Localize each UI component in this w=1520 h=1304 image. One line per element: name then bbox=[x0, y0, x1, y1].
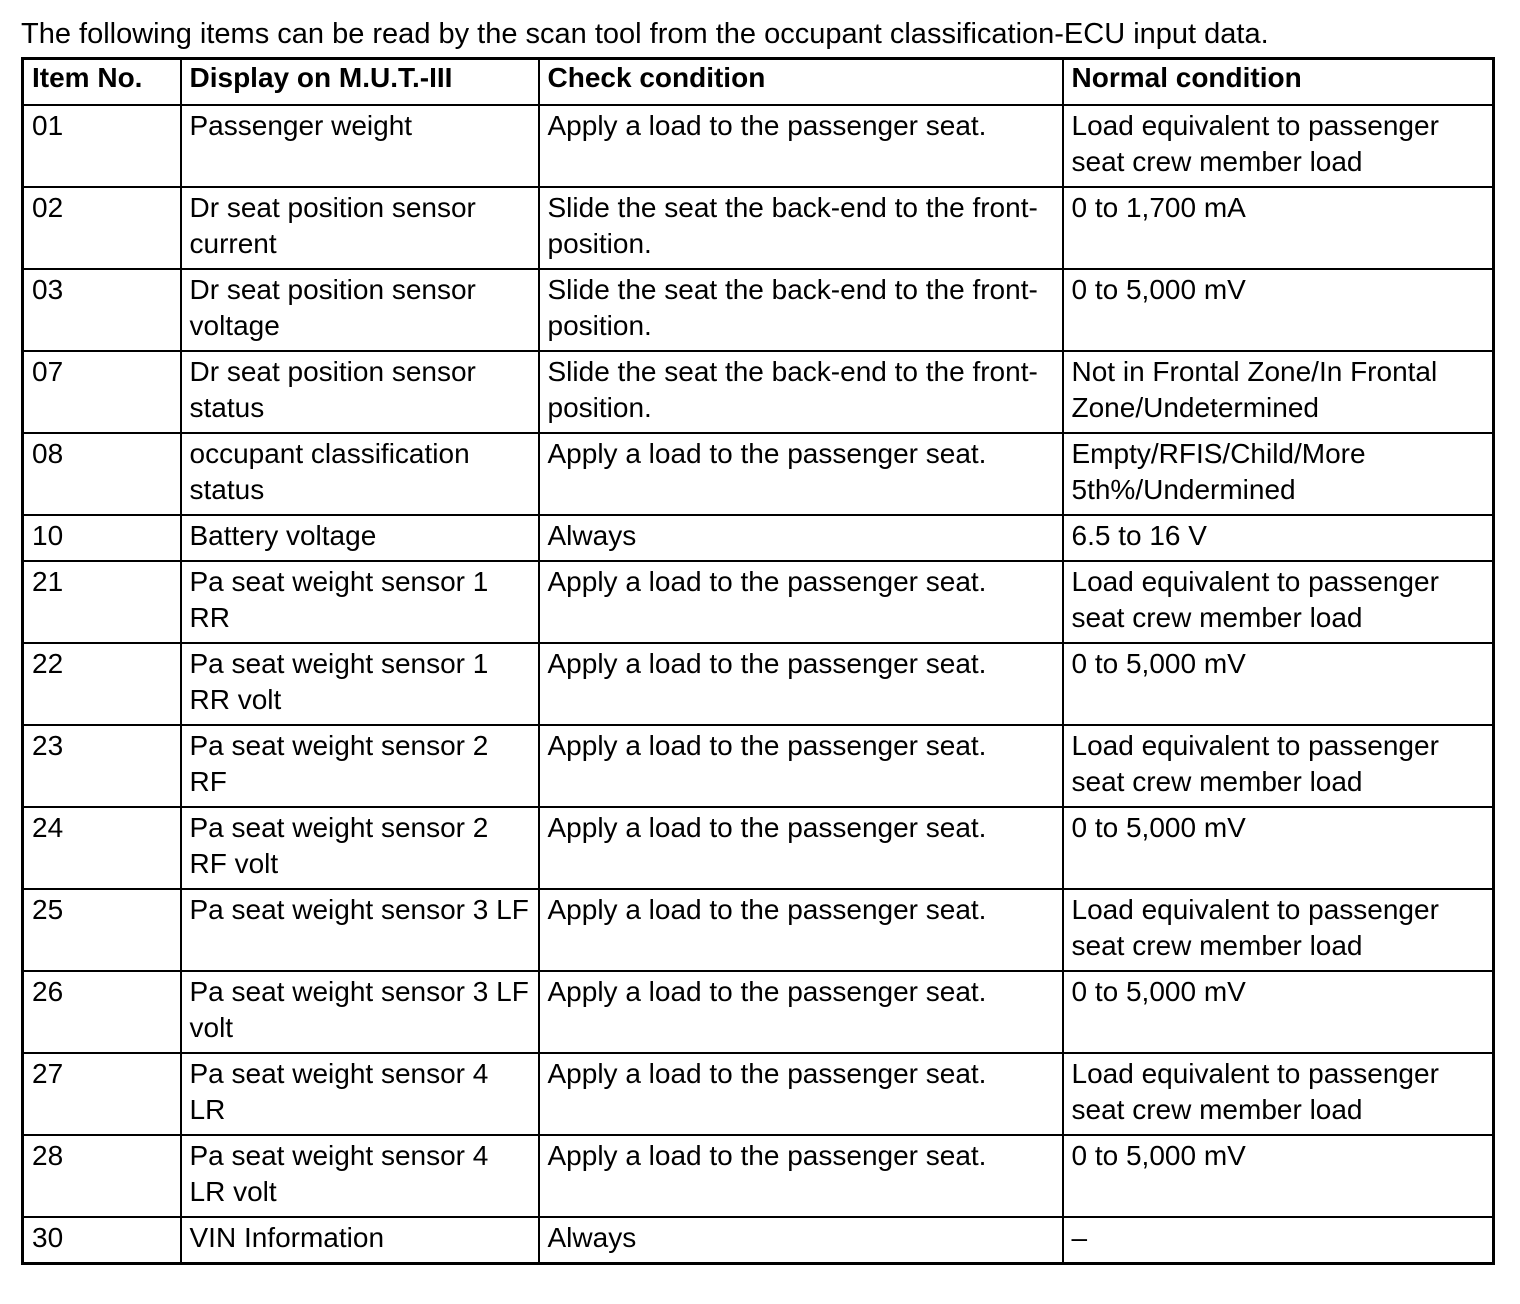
cell-item-no: 03 bbox=[23, 269, 181, 351]
header-check-condition: Check condition bbox=[539, 59, 1063, 106]
table-row bbox=[23, 269, 1494, 351]
table-row bbox=[23, 725, 1494, 807]
cell-check-condition: Apply a load to the passenger seat. bbox=[539, 971, 1063, 1053]
table-row bbox=[23, 433, 1494, 515]
cell-check-condition: Apply a load to the passenger seat. bbox=[539, 725, 1063, 807]
table-row bbox=[23, 105, 1494, 187]
cell-check-condition: Apply a load to the passenger seat. bbox=[539, 643, 1063, 725]
cell-display: VIN Information bbox=[181, 1217, 539, 1264]
table-header-row bbox=[23, 59, 1494, 106]
cell-display: Pa seat weight sensor 2 RF bbox=[181, 725, 539, 807]
cell-check-condition: Apply a load to the passenger seat. bbox=[539, 889, 1063, 971]
header-item-no: Item No. bbox=[23, 59, 181, 106]
cell-item-no: 30 bbox=[23, 1217, 181, 1264]
cell-item-no: 27 bbox=[23, 1053, 181, 1135]
cell-item-no: 02 bbox=[23, 187, 181, 269]
cell-check-condition: Apply a load to the passenger seat. bbox=[539, 1053, 1063, 1135]
cell-display: Pa seat weight sensor 2 RF volt bbox=[181, 807, 539, 889]
cell-normal-condition: 0 to 5,000 mV bbox=[1063, 971, 1494, 1053]
cell-normal-condition: Load equivalent to passenger seat crew member load bbox=[1063, 561, 1494, 643]
cell-normal-condition: Load equivalent to passenger seat crew member load bbox=[1063, 105, 1494, 187]
cell-normal-condition: 0 to 5,000 mV bbox=[1063, 269, 1494, 351]
cell-display: Pa seat weight sensor 4 LR bbox=[181, 1053, 539, 1135]
cell-item-no: 24 bbox=[23, 807, 181, 889]
table-row bbox=[23, 1053, 1494, 1135]
cell-normal-condition: Load equivalent to passenger seat crew member load bbox=[1063, 725, 1494, 807]
cell-check-condition: Always bbox=[539, 515, 1063, 561]
cell-check-condition: Slide the seat the back-end to the front-position. bbox=[539, 351, 1063, 433]
cell-normal-condition: Not in Frontal Zone/In Frontal Zone/Undetermined bbox=[1063, 351, 1494, 433]
table-row bbox=[23, 1217, 1494, 1264]
cell-display: Pa seat weight sensor 3 LF bbox=[181, 889, 539, 971]
cell-check-condition: Apply a load to the passenger seat. bbox=[539, 433, 1063, 515]
cell-display: Pa seat weight sensor 1 RR bbox=[181, 561, 539, 643]
cell-check-condition: Always bbox=[539, 1217, 1063, 1264]
cell-display: Pa seat weight sensor 3 LF volt bbox=[181, 971, 539, 1053]
table-row bbox=[23, 187, 1494, 269]
cell-check-condition: Apply a load to the passenger seat. bbox=[539, 807, 1063, 889]
header-normal-condition: Normal condition bbox=[1063, 59, 1494, 106]
cell-normal-condition: – bbox=[1063, 1217, 1494, 1264]
cell-normal-condition: 0 to 5,000 mV bbox=[1063, 1135, 1494, 1217]
cell-check-condition: Slide the seat the back-end to the front-position. bbox=[539, 269, 1063, 351]
cell-check-condition: Apply a load to the passenger seat. bbox=[539, 1135, 1063, 1217]
cell-item-no: 21 bbox=[23, 561, 181, 643]
cell-display: Dr seat position sensor current bbox=[181, 187, 539, 269]
table-row bbox=[23, 807, 1494, 889]
table-row bbox=[23, 971, 1494, 1053]
cell-normal-condition: Load equivalent to passenger seat crew member load bbox=[1063, 889, 1494, 971]
cell-normal-condition: Load equivalent to passenger seat crew member load bbox=[1063, 1053, 1494, 1135]
cell-item-no: 22 bbox=[23, 643, 181, 725]
cell-item-no: 01 bbox=[23, 105, 181, 187]
scan-data-table bbox=[21, 57, 1495, 1265]
table-row bbox=[23, 1135, 1494, 1217]
cell-display: occupant classification status bbox=[181, 433, 539, 515]
cell-normal-condition: 0 to 5,000 mV bbox=[1063, 807, 1494, 889]
intro-text: The following items can be read by the scan tool from the occupant classification-ECU input data. bbox=[21, 18, 1269, 50]
cell-item-no: 08 bbox=[23, 433, 181, 515]
table-body bbox=[23, 105, 1494, 1264]
cell-normal-condition: 6.5 to 16 V bbox=[1063, 515, 1494, 561]
cell-display: Dr seat position sensor voltage bbox=[181, 269, 539, 351]
table-row bbox=[23, 515, 1494, 561]
cell-check-condition: Apply a load to the passenger seat. bbox=[539, 105, 1063, 187]
cell-item-no: 10 bbox=[23, 515, 181, 561]
table-row bbox=[23, 643, 1494, 725]
cell-display: Passenger weight bbox=[181, 105, 539, 187]
cell-normal-condition: 0 to 5,000 mV bbox=[1063, 643, 1494, 725]
cell-item-no: 26 bbox=[23, 971, 181, 1053]
cell-item-no: 23 bbox=[23, 725, 181, 807]
cell-item-no: 28 bbox=[23, 1135, 181, 1217]
table-row bbox=[23, 889, 1494, 971]
table-row bbox=[23, 561, 1494, 643]
cell-normal-condition: Empty/RFIS/Child/More 5th%/Undermined bbox=[1063, 433, 1494, 515]
cell-display: Battery voltage bbox=[181, 515, 539, 561]
cell-display: Pa seat weight sensor 4 LR volt bbox=[181, 1135, 539, 1217]
cell-check-condition: Slide the seat the back-end to the front-position. bbox=[539, 187, 1063, 269]
cell-check-condition: Apply a load to the passenger seat. bbox=[539, 561, 1063, 643]
table-row bbox=[23, 351, 1494, 433]
cell-item-no: 25 bbox=[23, 889, 181, 971]
header-display: Display on M.U.T.-III bbox=[181, 59, 539, 106]
cell-normal-condition: 0 to 1,700 mA bbox=[1063, 187, 1494, 269]
cell-display: Dr seat position sensor status bbox=[181, 351, 539, 433]
cell-display: Pa seat weight sensor 1 RR volt bbox=[181, 643, 539, 725]
cell-item-no: 07 bbox=[23, 351, 181, 433]
